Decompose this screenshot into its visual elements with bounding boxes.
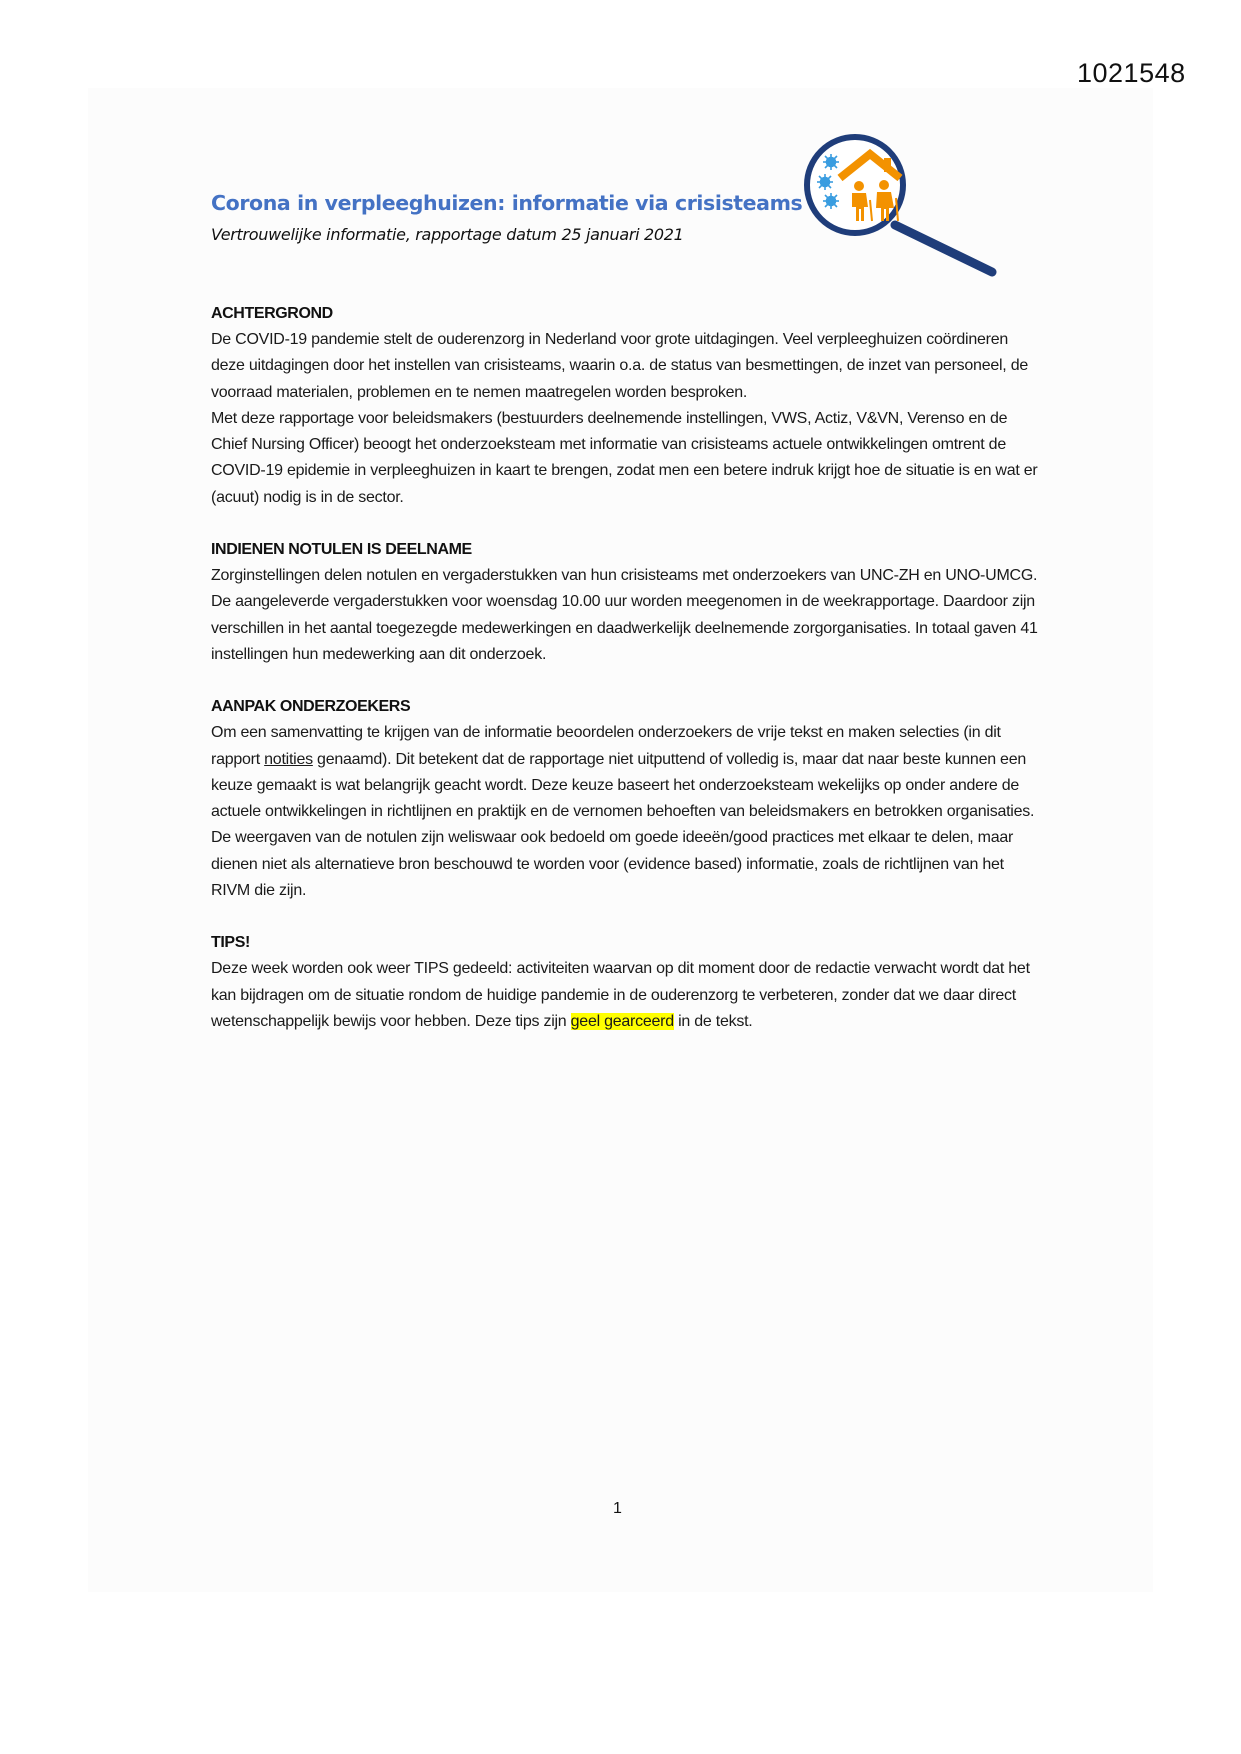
section-achtergrond (211, 301, 1041, 511)
paragraph-text: genaamd). Dit betekent dat de rapportage niet uitputtend of volledig is, maar dat naar beste kunnen een keuze gemaakt is wat belangrijk geacht wordt. Deze keuze baseert het onderzoeksteam wekelijks op onder andere de actuele ontwikkelingen in richtlijnen en praktijk en de vernomen behoeften van beleidsmakers en betrokken organisaties. De weergaven van de notulen zijn weliswaar ook bedoeld om goede ideeën/good practices met elkaar te delen, maar dienen niet als alternatieve bron beschouwd te worden voor (evidence based) informatie, zoals de richtlijnen van het RIVM die zijn. (211, 750, 1035, 900)
section-paragraph (211, 720, 1041, 904)
magnifier-nursing-home-icon (800, 130, 1010, 280)
paragraph-text: Deze week worden ook weer TIPS gedeeld: activiteiten waarvan op dit moment door de redactie verwacht wordt dat het kan bijdragen om de situatie rondom de huidige pandemie in de ouderenzorg te verbeteren, zonder dat we daar direct wetenschappelijk bewijs voor hebben. Deze tips zijn (211, 960, 1030, 1030)
section-paragraph: De COVID-19 pandemie stelt de ouderenzorg in Nederland voor grote uitdagingen. Veel verpleeghuizen coördineren deze uitdagingen door het instellen van crisisteams, waarin o.a. de status van besmettingen, de inzet van personeel, de voorraad materialen, problemen en te nemen maatregelen worden besproken. (211, 331, 1028, 401)
page-number: 1 (613, 1500, 622, 1517)
section-paragraph (211, 956, 1041, 1035)
document-title: Corona in verpleeghuizen: informatie via crisisteams (211, 191, 803, 215)
section-heading: AANPAK ONDERZOEKERS (211, 698, 411, 716)
document-subtitle: Vertrouwelijke informatie, rapportage datum 25 januari 2021 (211, 225, 684, 244)
section-heading: INDIENEN NOTULEN IS DEELNAME (211, 541, 472, 559)
section-heading: ACHTERGROND (211, 305, 333, 322)
section-heading: TIPS! (211, 934, 250, 952)
section-indienen-notulen (211, 537, 1041, 668)
section-paragraph: Met deze rapportage voor beleidsmakers (bestuurders deelnemende instellingen, VWS, Actiz, V&VN, Verenso en de Chief Nursing Officer) beoogt het onderzoeksteam met informatie van crisisteams actuele ontwikkelingen omtrent de COVID-19 epidemie in verpleeghuizen in kaart te brengen, zodat men een betere indruk krijgt hoe de situatie is en wat er (acuut) nodig is in de sector. (211, 409, 1038, 506)
highlighted-text: geel gearceerd (570, 1012, 674, 1030)
section-tips (211, 930, 1041, 1035)
paragraph-text: Om een samenvatting te krijgen van de informatie beoordelen onderzoekers de vrije tekst en maken selecties (in dit rapport (211, 724, 1001, 768)
document-id-stamp: 1021548 (1077, 58, 1186, 88)
underlined-term: notities (264, 750, 313, 768)
document-body (211, 301, 1041, 1061)
section-aanpak-onderzoekers (211, 694, 1041, 904)
paragraph-text: in de tekst. (673, 1012, 753, 1030)
section-paragraph: Zorginstellingen delen notulen en vergaderstukken van hun crisisteams met onderzoekers van UNC-ZH en UNO-UMCG. De aangeleverde vergaderstukken voor woensdag 10.00 uur worden meegenomen in de weekrapportage. Daardoor zijn verschillen in het aantal toegezegde medewerkingen en daadwerkelijk deelnemende zorgorganisaties. In totaal gaven 41 instellingen hun medewerking aan dit onderzoek. (211, 567, 1038, 663)
